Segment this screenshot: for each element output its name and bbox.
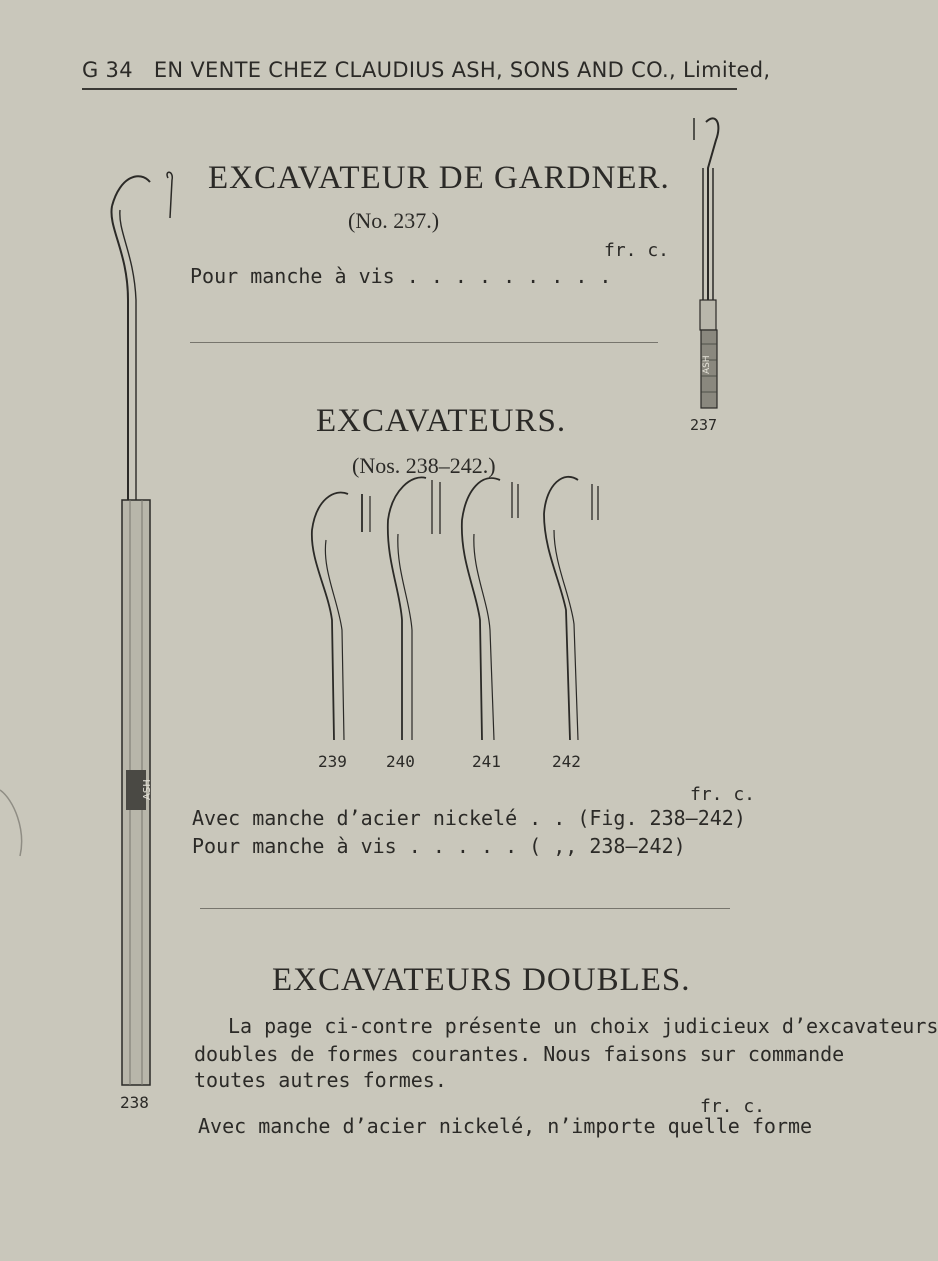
section3-paragraph-line-3: toutes autres formes.: [194, 1068, 447, 1092]
section3-line: Avec manche d’acier nickelé, n’importe quelle forme: [198, 1114, 813, 1138]
section1-subtitle: (No. 237.): [348, 208, 440, 233]
section3-title: EXCAVATEURS DOUBLES.: [272, 962, 691, 998]
section3-paragraph-line-2: doubles de formes courantes. Nous faisons sur commande: [194, 1042, 845, 1066]
excavator-238-illustration: [111, 172, 172, 1085]
figure-label-237: 237: [690, 416, 718, 434]
figure-label-241: 241: [472, 752, 501, 771]
page-number: G 34: [82, 58, 133, 82]
handle-stamp-237: ASH: [702, 355, 712, 374]
section1-line: Pour manche à vis . . . . . . . . .: [190, 264, 612, 288]
excavator-239-illustration: [312, 493, 370, 741]
excavator-240-illustration: [388, 477, 440, 740]
section2-subtitle: (Nos. 238–242.): [352, 453, 496, 478]
section1-currency: fr. c.: [604, 240, 670, 261]
handle-stamp-238: ASH: [142, 779, 153, 800]
section2-currency: fr. c.: [690, 784, 756, 805]
figure-label-239: 239: [318, 752, 347, 771]
edge-artifact: [0, 790, 22, 856]
section2-line-2: Pour manche à vis . . . . . ( ,, 238–242): [192, 834, 686, 858]
figure-label-242: 242: [552, 752, 581, 771]
section2-title: EXCAVATEURS.: [316, 403, 567, 439]
section2-line-1: Avec manche d’acier nickelé . . (Fig. 238–242): [192, 806, 746, 830]
section3-paragraph-line-1: La page ci-contre présente un choix judicieux d’excavateurs: [228, 1014, 938, 1038]
section3-currency: fr. c.: [700, 1096, 766, 1117]
figure-label-238: 238: [120, 1093, 149, 1112]
section1-title: EXCAVATEUR DE GARDNER.: [208, 160, 670, 196]
header-title: EN VENTE CHEZ CLAUDIUS ASH, SONS AND CO., Limited,: [153, 58, 771, 82]
excavator-241-illustration: [462, 478, 518, 740]
excavator-242-illustration: [544, 477, 598, 740]
figure-label-240: 240: [386, 752, 415, 771]
